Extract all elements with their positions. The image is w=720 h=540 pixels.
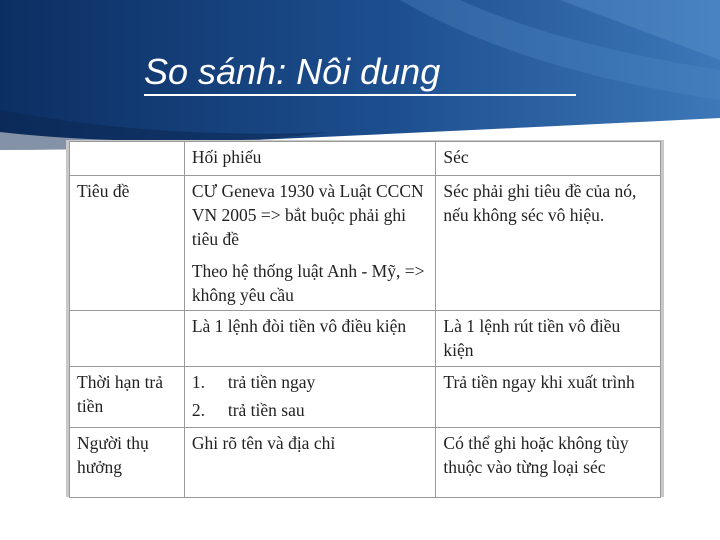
header-cell-sec: Séc [436, 142, 661, 176]
row-label: Thời hạn trả tiền [70, 367, 185, 428]
row-label: Người thụ hưởng [70, 428, 185, 498]
list-item [192, 398, 429, 422]
comparison-table [69, 141, 661, 498]
hoi-phieu-cell: Ghi rõ tên và địa chỉ [184, 428, 436, 498]
sec-cell: Là 1 lệnh rút tiền vô điều kiện [436, 311, 661, 367]
list-text: trả tiền ngay [227, 372, 316, 392]
sec-cell: Séc phải ghi tiêu đề của nó, nếu không séc vô hiệu. [436, 176, 661, 311]
table-row-thoi-han [70, 367, 661, 428]
table-row-tieu-de [70, 176, 661, 311]
table-row-nguoi-thu-huong [70, 428, 661, 498]
list-number: 2. [191, 400, 205, 420]
hoi-phieu-cell [184, 367, 436, 428]
cell-paragraph: CƯ Geneva 1930 và Luật CCCN VN 2005 => bắt buộc phải ghi tiêu đề [191, 181, 424, 249]
row-label [70, 311, 185, 367]
hoi-phieu-cell [184, 176, 436, 311]
slide-title-wrap [144, 50, 576, 96]
sec-cell: Trả tiền ngay khi xuất trình [436, 367, 661, 428]
list-number: 1. [191, 372, 205, 392]
row-label: Tiêu đề [70, 176, 185, 311]
table-header-row [70, 142, 661, 176]
cell-paragraph: Theo hệ thống luật Anh - Mỹ, => không yêu cầu [191, 261, 425, 305]
header-cell-hoi-phieu: Hối phiếu [184, 142, 436, 176]
sec-cell: Có thể ghi hoặc không tùy thuộc vào từng loại séc [436, 428, 661, 498]
hoi-phieu-cell: Là 1 lệnh đòi tiền vô điều kiện [184, 311, 436, 367]
header-cell-empty [70, 142, 185, 176]
title-underline [144, 94, 576, 96]
list-item [192, 370, 429, 394]
list-text: trả tiền sau [227, 400, 305, 420]
slide-title: So sánh: Nôi dung [144, 51, 441, 92]
table-row-lenh [70, 311, 661, 367]
